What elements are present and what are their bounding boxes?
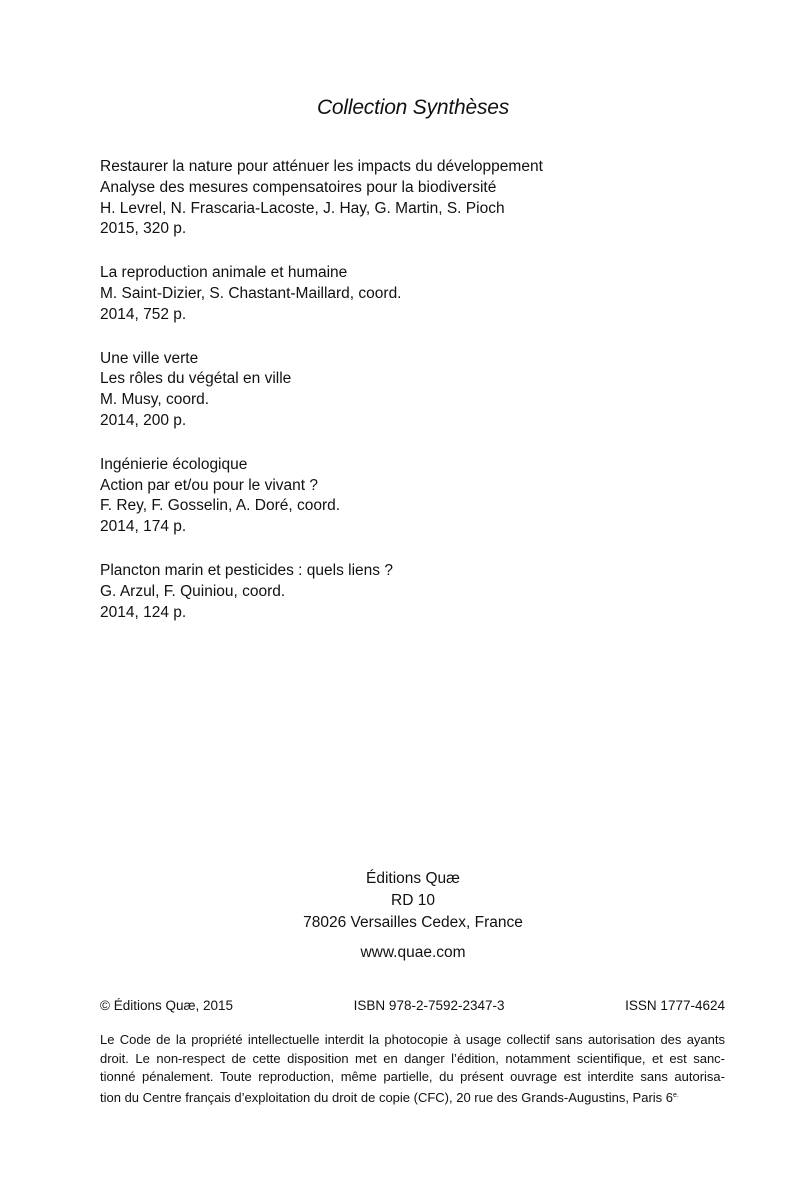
book-title: Plancton marin et pesticides : quels liens ?: [100, 561, 393, 579]
book-title: Restaurer la nature pour atténuer les impacts du développement: [100, 158, 543, 175]
book-year-pages: 2014, 124 p.: [100, 603, 187, 621]
collection-title: Collection Synthèses: [316, 96, 510, 119]
legal-notice-line-last: [100, 1087, 725, 1108]
book-year-pages: 2014, 752 p.: [100, 305, 187, 323]
book-year-pages: 2014, 200 p.: [100, 411, 187, 429]
legal-notice-superscript: e.: [673, 1091, 679, 1099]
book-entry: [100, 455, 740, 538]
book-authors: M. Saint-Dizier, S. Chastant-Maillard, coord.: [100, 284, 402, 302]
legal-notice-line: tionné pénalement. Toute reproduction, même partielle, du présent ouvrage est interdite sans autorisa-: [100, 1069, 725, 1085]
book-entry: [100, 263, 740, 325]
publisher-website-link[interactable]: www.quae.com: [360, 944, 466, 962]
book-authors: F. Rey, F. Gosselin, A. Doré, coord.: [100, 497, 341, 515]
book-year-pages: 2015, 320 p.: [100, 220, 187, 238]
publisher-name: Éditions Quæ: [366, 870, 460, 887]
publisher-city-line: 78026 Versailles Cedex, France: [303, 913, 523, 931]
book-subtitle: Les rôles du végétal en ville: [100, 370, 292, 388]
legal-notice-line-text: tion du Centre français d’exploitation du droit de copie (CFC), 20 rue des Grands-Augustins, Paris 6: [100, 1089, 674, 1105]
book-title: Ingénierie écologique: [100, 455, 248, 473]
book-year-pages: 2014, 174 p.: [100, 518, 187, 536]
legal-identifiers: [100, 998, 725, 1013]
book-subtitle: Action par et/ou pour le vivant ?: [100, 476, 318, 494]
issn: ISSN 1777-4624: [625, 998, 725, 1013]
book-entry: [100, 157, 740, 240]
legal-notice-line: droit. Le non-respect de cette disposition met en danger l’édition, notamment scientifique, et est sanc-: [100, 1050, 725, 1066]
publisher-block: [275, 868, 551, 964]
legal-notice-line: Le Code de la propriété intellectuelle interdit la photocopie à usage collectif sans autorisation des ayants: [100, 1032, 725, 1047]
book-authors: G. Arzul, F. Quiniou, coord.: [100, 582, 286, 600]
book-entry: [100, 561, 740, 623]
book-title: Une ville verte: [100, 349, 199, 367]
book-subtitle: Analyse des mesures compensatoires pour la biodiversité: [100, 178, 497, 196]
book-title: La reproduction animale et humaine: [100, 264, 348, 282]
isbn: ISBN 978-2-7592-2347-3: [353, 998, 505, 1013]
book-entry: [100, 349, 740, 432]
legal-notice: [100, 1031, 725, 1107]
book-list: [100, 157, 740, 646]
book-authors: H. Levrel, N. Frascaria-Lacoste, J. Hay, G. Martin, S. Pioch: [100, 199, 505, 217]
copyright-notice: © Éditions Quæ, 2015: [100, 998, 234, 1013]
book-authors: M. Musy, coord.: [100, 391, 210, 409]
publisher-address-line: RD 10: [391, 891, 435, 909]
